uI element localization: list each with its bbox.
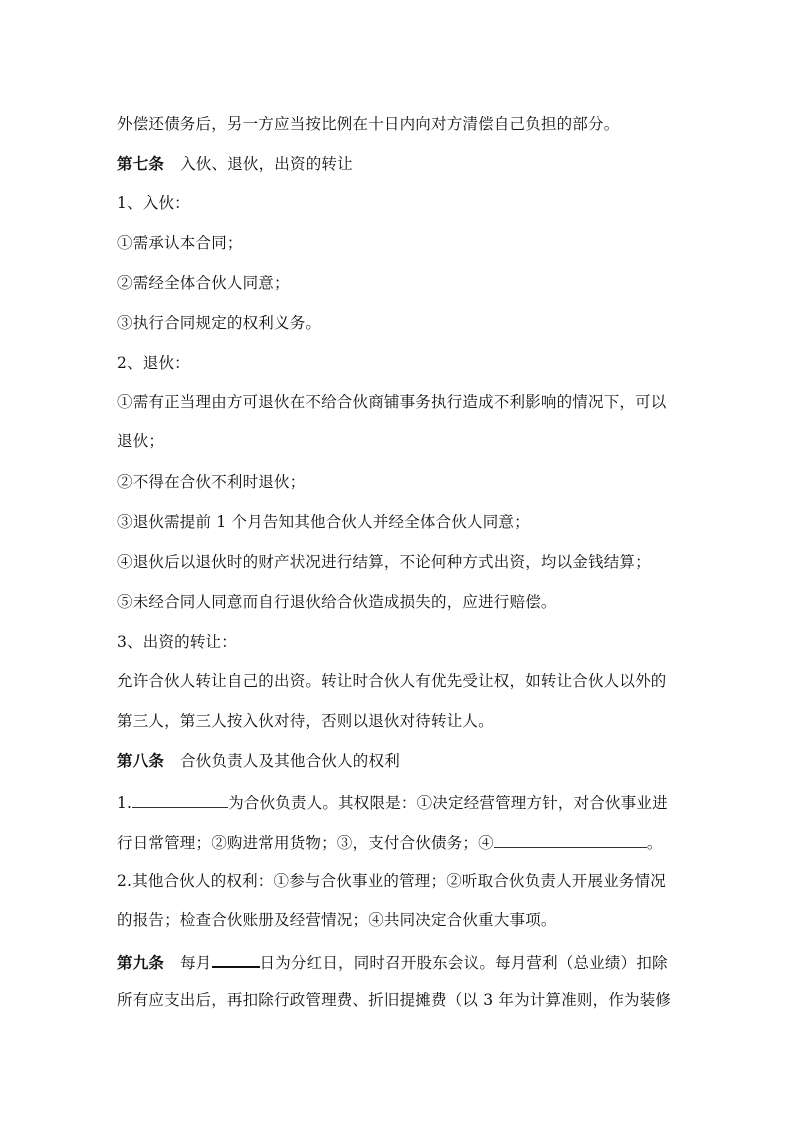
clause-line xyxy=(117,831,663,853)
authority-blank-field[interactable] xyxy=(494,831,647,848)
list-item: ②不得在合伙不利时退伙； xyxy=(117,473,306,491)
list-item-continued: 退伙； xyxy=(117,432,165,450)
article-8-heading xyxy=(117,751,400,771)
dividend-day-blank-field[interactable] xyxy=(212,950,260,968)
list-item: ④退伙后以退伙时的财产状况进行结算，不论何种方式出资，均以金钱结算； xyxy=(117,553,651,571)
article-9-text: 日为分红日，同时召开股东会议。每月营利（总业绩）扣除 xyxy=(259,954,668,972)
paragraph-line: 第三人，第三人按入伙对待，否则以退伙对待转让人。 xyxy=(117,712,494,730)
clause-end: 。 xyxy=(646,834,663,852)
article-9-heading xyxy=(117,950,668,973)
section-heading: 1、入伙： xyxy=(117,194,190,212)
article-7-heading xyxy=(117,154,353,174)
paragraph-line: 允许合伙人转让自己的出资。转让时合伙人有优先受让权，如转让合伙人以外的 xyxy=(117,672,667,690)
clause-line: 2.其他合伙人的权利：①参与合伙事业的管理；②听取合伙负责人开展业务情况 xyxy=(117,872,666,890)
clause-text: 为合伙负责人。其权限是：①决定经营管理方针，对合伙事业进 xyxy=(228,794,668,812)
list-item: ③退伙需提前 1 个月告知其他合伙人并经全体合伙人同意； xyxy=(117,513,530,531)
paragraph-line: 外偿还债务后，另一方应当按比例在十日内向对方清偿自己负担的部分。 xyxy=(117,115,620,133)
clause-line xyxy=(117,791,668,813)
list-item: ①需承认本合同； xyxy=(117,234,243,252)
clause-number: 1. xyxy=(117,794,133,812)
name-blank-field[interactable] xyxy=(132,791,228,808)
list-item: ③执行合同规定的权利义务。 xyxy=(117,314,322,332)
article-8-title: 合伙负责人及其他合伙人的权利 xyxy=(180,752,400,770)
clause-line: 的报告；检查合伙账册及经营情况；④共同决定合伙重大事项。 xyxy=(117,911,557,929)
clause-text: 行日常管理；②购进常用货物；③，支付合伙债务；④ xyxy=(117,834,494,852)
article-7-label: 第七条 xyxy=(117,154,165,173)
paragraph-line: 所有应支出后，再扣除行政管理费、折旧提摊费（以 3 年为计算准则，作为装修 xyxy=(117,991,672,1009)
list-item: ②需经全体合伙人同意； xyxy=(117,274,290,292)
article-9-text: 每月 xyxy=(180,954,212,972)
article-8-label: 第八条 xyxy=(117,751,165,770)
article-7-title: 入伙、退伙，出资的转让 xyxy=(180,155,353,173)
list-item: ⑤未经合同人同意而自行退伙给合伙造成损失的，应进行赔偿。 xyxy=(117,593,557,611)
list-item: ①需有正当理由方可退伙在不给合伙商铺事务执行造成不利影响的情况下，可以 xyxy=(117,393,667,411)
section-heading: 2、退伙： xyxy=(117,354,190,372)
section-heading: 3、出资的转让： xyxy=(117,633,237,651)
article-9-label: 第九条 xyxy=(117,953,165,972)
